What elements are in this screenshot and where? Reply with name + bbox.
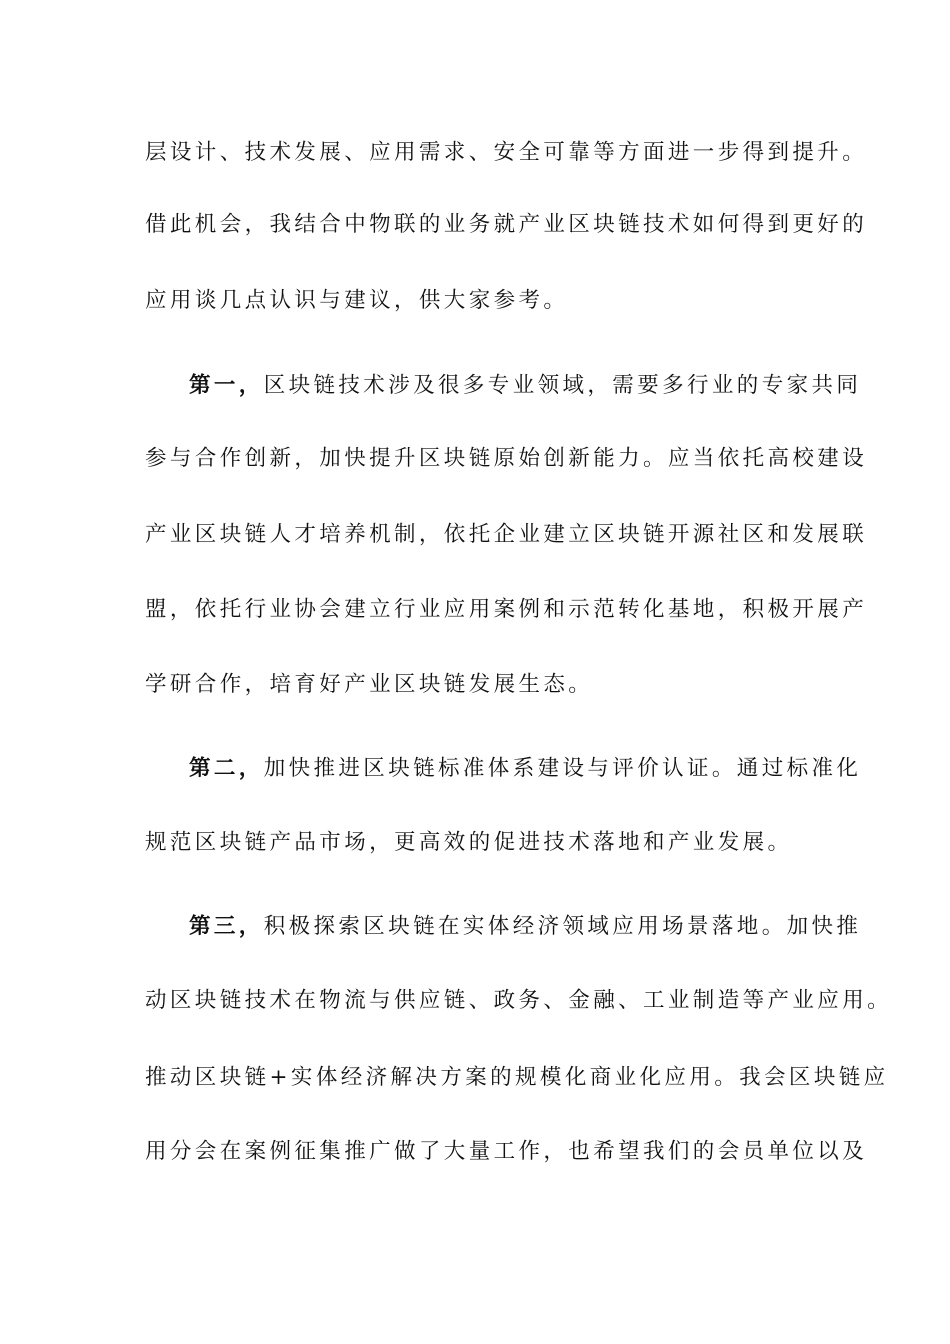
point-three-line-2: 动区块链技术在物流与供应链、政务、金融、工业制造等产业应用。: [145, 988, 893, 1013]
point-three-line-3: 推动区块链+实体经济解决方案的规模化商业化应用。我会区块链应: [145, 1065, 889, 1090]
point-two-text: 加快推进区块链标准体系建设与评价认证。通过标准化: [263, 756, 862, 781]
point-two-lead: 第二，: [189, 756, 264, 781]
point-one-lead: 第一，: [189, 373, 264, 398]
paragraph-intro-line-2: 借此机会，我结合中物联的业务就产业区块链技术如何得到更好的: [145, 212, 868, 237]
paragraph-intro-line-3: 应用谈几点认识与建议，供大家参考。: [145, 288, 569, 313]
point-one-line-5: 学研合作，培育好产业区块链发展生态。: [145, 672, 594, 697]
point-one-line-2: 参与合作创新，加快提升区块链原始创新能力。应当依托高校建设: [145, 446, 868, 471]
point-one-line-1: [189, 371, 862, 401]
point-one-line-3: 产业区块链人才培养机制，依托企业建立区块链开源社区和发展联: [145, 522, 868, 547]
point-three-line-4: 用分会在案例征集推广做了大量工作，也希望我们的会员单位以及: [145, 1139, 868, 1164]
point-one-text: 区块链技术涉及很多专业领域，需要多行业的专家共同: [263, 373, 862, 398]
point-three-line-1: [189, 912, 862, 942]
point-three-text: 积极探索区块链在实体经济领域应用场景落地。加快推: [263, 914, 862, 939]
point-three-lead: 第三，: [189, 914, 264, 939]
point-one-line-4: 盟，依托行业协会建立行业应用案例和示范转化基地，积极开展产: [145, 597, 868, 622]
paragraph-intro-line-1: 层设计、技术发展、应用需求、安全可靠等方面进一步得到提升。: [145, 140, 868, 165]
point-two-line-1: [189, 754, 862, 784]
point-two-line-2: 规范区块链产品市场，更高效的促进技术落地和产业发展。: [145, 830, 793, 855]
